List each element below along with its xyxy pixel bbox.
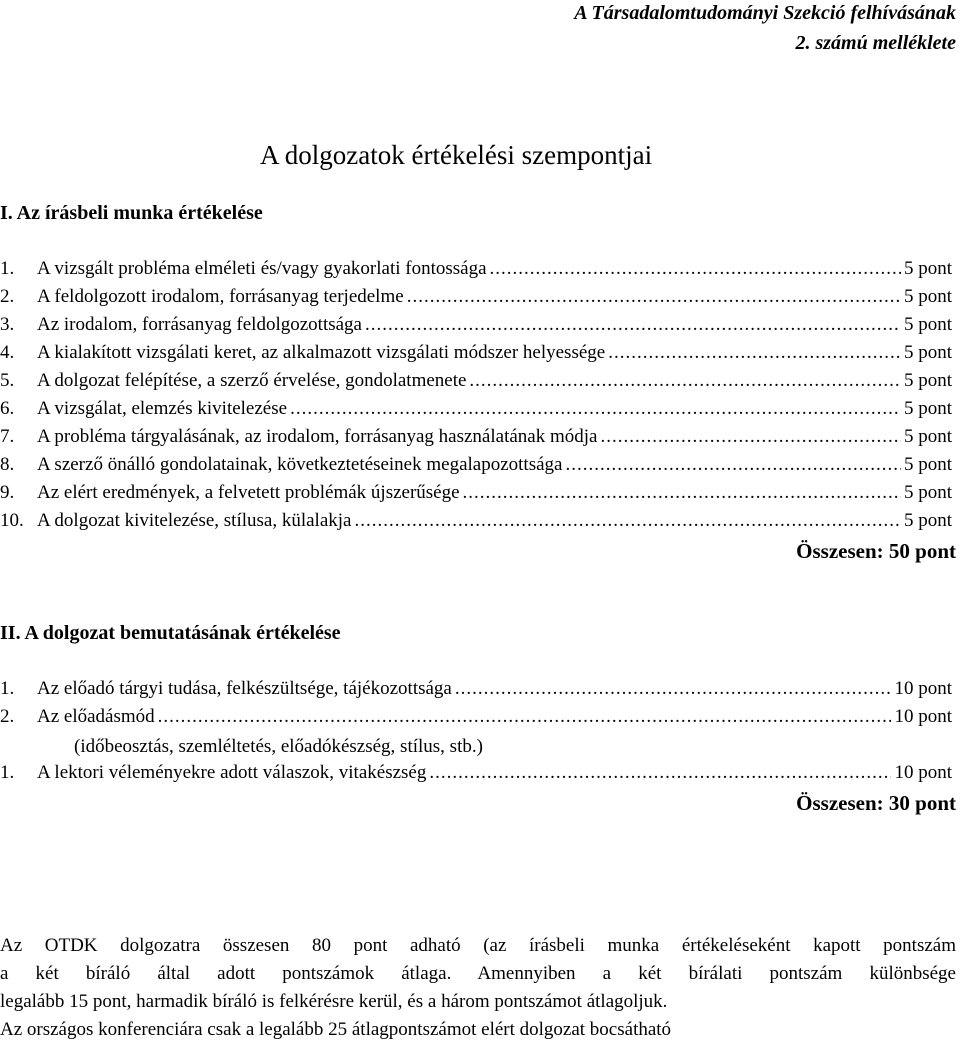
item-points: 10 pont — [894, 678, 952, 699]
paragraph-line: Az országos konferenciára csak a legalább 25 átlagpontszámot elért dolgozat bocsátható — [0, 1019, 672, 1040]
item-number: 3. — [0, 314, 15, 335]
item-text: A probléma tárgyalásának, az irodalom, forrásanyag használatának módja — [37, 426, 598, 447]
item-points: 5 pont — [903, 314, 952, 335]
item-points: 5 pont — [903, 258, 952, 279]
item-text: Az irodalom, forrásanyag feldolgozottsága — [37, 314, 362, 335]
dot-leader — [608, 342, 901, 364]
item-text: Az előadó tárgyi tudása, felkészültsége, tájékozottsága — [37, 678, 452, 699]
list-item — [0, 286, 952, 312]
list-item — [0, 370, 952, 396]
item-number: 8. — [0, 454, 15, 475]
item-text: A lektori véleményekre adott válaszok, vitakészség — [37, 762, 427, 783]
item-points: 10 pont — [894, 706, 952, 727]
paragraph-line: Az OTDK dolgozatra összesen 80 pont adható (az írásbeli munka értékeléseként kapott pontszám — [0, 935, 956, 956]
item-number: 1. — [0, 678, 15, 699]
item-points: 10 pont — [894, 762, 952, 783]
header-note-line1: A Társadalomtudományi Szekció felhívásának — [574, 2, 956, 24]
item-points: 5 pont — [903, 342, 952, 363]
item-points: 5 pont — [903, 370, 952, 391]
item-points: 5 pont — [903, 510, 952, 531]
item-number: 7. — [0, 426, 15, 447]
item-number: 9. — [0, 482, 15, 503]
item-points: 5 pont — [903, 286, 952, 307]
item-text: A feldolgozott irodalom, forrásanyag terjedelme — [37, 286, 404, 307]
item-note: (időbeosztás, szemléltetés, előadókészség, stílus, stb.) — [74, 736, 483, 757]
section1-heading: I. Az írásbeli munka értékelése — [0, 202, 263, 224]
item-text: A kialakított vizsgálati keret, az alkalmazott vizsgálati módszer helyessége — [37, 342, 606, 363]
list-item — [0, 258, 952, 284]
page-title: A dolgozatok értékelési szempontjai — [260, 140, 653, 170]
item-text: A dolgozat felépítése, a szerző érvelése, gondolatmenete — [37, 370, 467, 391]
item-number: 4. — [0, 342, 15, 363]
list-item — [0, 678, 952, 704]
list-item — [0, 314, 952, 340]
list-item — [0, 510, 952, 536]
paragraph-line: legalább 15 pont, harmadik bíráló is felkérésre kerül, és a három pontszámot átlagoljuk. — [0, 991, 668, 1012]
item-number: 10. — [0, 510, 24, 531]
section2-heading: II. A dolgozat bemutatásának értékelése — [0, 622, 341, 644]
item-text: A vizsgálat, elemzés kivitelezése — [37, 398, 288, 419]
dot-leader — [565, 454, 901, 476]
list-item — [0, 454, 952, 480]
dot-leader — [407, 286, 901, 308]
header-note-line2: 2. számú melléklete — [795, 32, 956, 54]
dot-leader — [600, 426, 901, 448]
footer-paragraph — [0, 932, 956, 1044]
dot-leader — [290, 398, 901, 420]
list-item — [0, 342, 952, 368]
item-points: 5 pont — [903, 482, 952, 503]
section1-total: Összesen: 50 pont — [796, 539, 956, 563]
item-text: A dolgozat kivitelezése, stílusa, külalakja — [37, 510, 352, 531]
dot-leader — [354, 510, 901, 532]
item-points: 5 pont — [903, 398, 952, 419]
dot-leader — [490, 258, 901, 280]
item-number: 6. — [0, 398, 15, 419]
list-item — [0, 762, 952, 788]
item-text: Az elért eredmények, a felvetett problémák újszerűsége — [37, 482, 460, 503]
item-number: 1. — [0, 762, 15, 783]
list-item — [0, 706, 952, 732]
dot-leader — [469, 370, 901, 392]
dot-leader — [158, 706, 892, 728]
list-item — [0, 398, 952, 424]
item-number: 2. — [0, 286, 15, 307]
dot-leader — [365, 314, 901, 336]
item-text: A vizsgált probléma elméleti és/vagy gyakorlati fontossága — [37, 258, 487, 279]
paragraph-line: a két bíráló által adott pontszámok átlaga. Amennyiben a két bírálati pontszám különbsége — [0, 963, 956, 984]
list-item — [0, 426, 952, 452]
item-number: 2. — [0, 706, 15, 727]
dot-leader — [455, 678, 892, 700]
item-points: 5 pont — [903, 426, 952, 447]
dot-leader — [429, 762, 891, 784]
item-points: 5 pont — [903, 454, 952, 475]
item-text: Az előadásmód — [37, 706, 155, 727]
list-item — [0, 482, 952, 508]
dot-leader — [463, 482, 901, 504]
section2-total: Összesen: 30 pont — [796, 791, 956, 815]
item-number: 5. — [0, 370, 15, 391]
item-number: 1. — [0, 258, 15, 279]
item-text: A szerző önálló gondolatainak, következtetéseinek megalapozottsága — [37, 454, 563, 475]
